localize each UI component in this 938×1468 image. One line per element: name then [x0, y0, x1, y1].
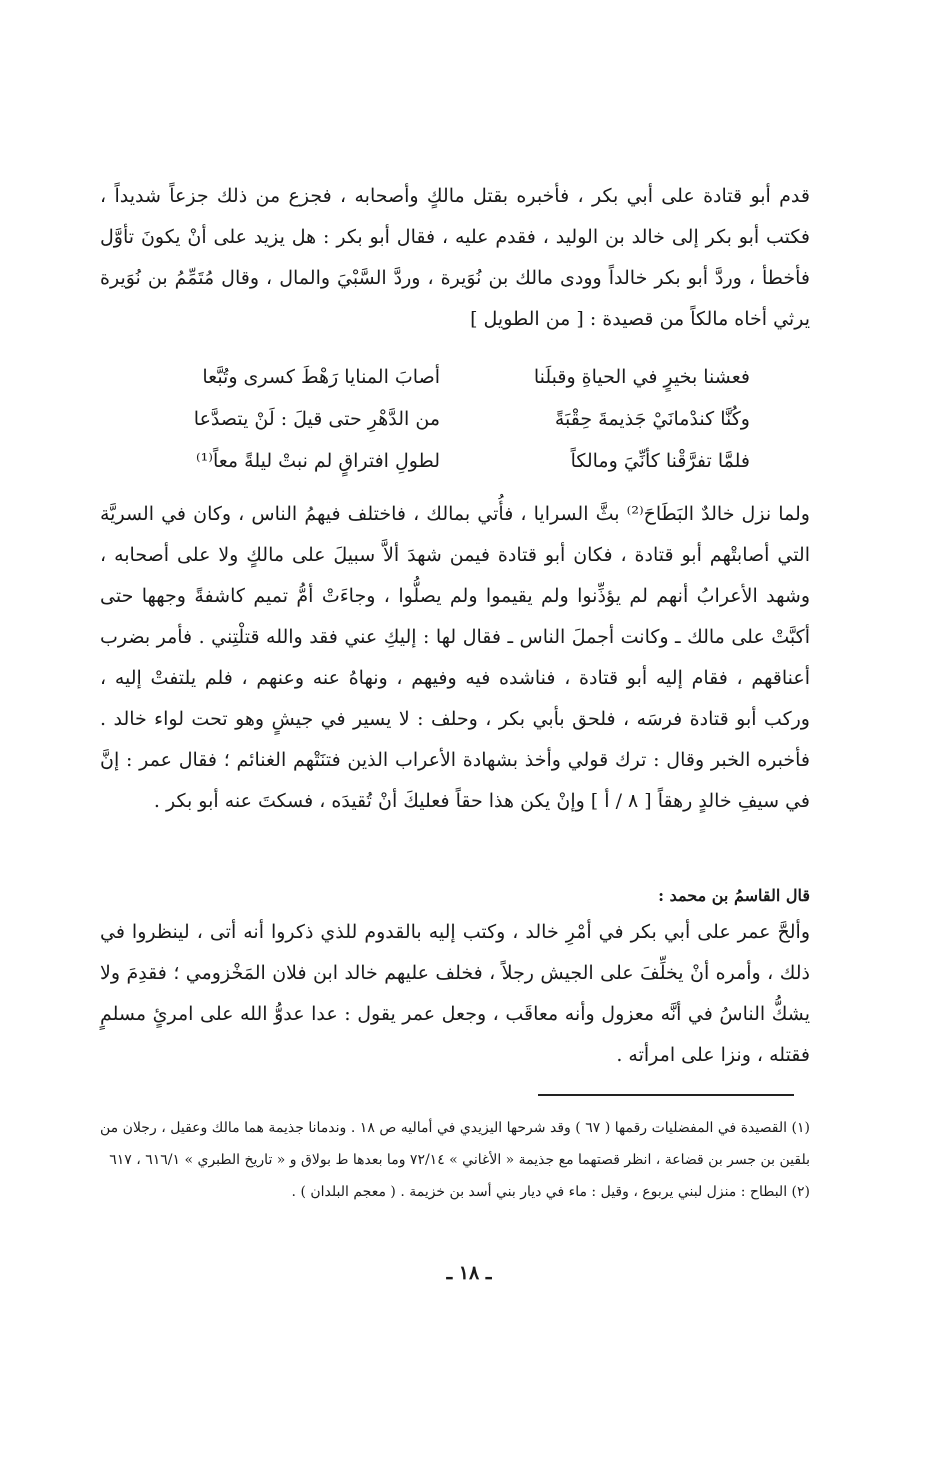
footnote-divider — [538, 1094, 794, 1096]
paragraph-2-text: ولما نزل خالدٌ البَطَاحَ⁽²⁾ بثَّ السرايا ، فأُتي بمالك ، فاختلف فيهمُ الناس ، وكان في السريَّة التي أصابتْهم أبو قتادة ، فكان أبو قتادة فيمن شهدَ ألاَّ سبيلَ على مالكٍ ولا على أصحابه ، وشهد الأعرابُ أنهم لم يؤذِّنوا ولم يقيموا ولم يصلُّوا ، وجاءَتْ أمُّ تميم كاشفةً وجهها حتى أكبَّتْ على مالك ـ وكانت أجملَ الناس ـ فقال لها : إليكِ عني فقد والله قتلْتِني . فأمر بضرب أعناقهم ، فقام إليه أبو قتادة ، فناشده فيه وفيهم ، ونهاهُ عنه وعنهم ، فلم يلتفتْ إليه ، وركب أبو قتادة فرسَه ، فلحق بأبي بكر ، وحلف : لا يسير في جيشٍ وهو تحت لواء خالد . فأخبره الخبر وقال : ترك قولي وأخذ بشهادة الأعراب الذين فتنَتْهم الغنائم ؛ فقال عمر : إنَّ في سيفِ خالدٍ رهقاً [ ٨ / أ ] وإنْ يكن هذا حقاً فعليكَ أنْ تُقيدَه ، فسكتَ عنه أبو بكر . — [100, 503, 810, 812]
paragraph-3 — [100, 912, 810, 1076]
paragraph-1 — [100, 176, 810, 340]
verse-second-hemistich: من الدَّهْرِ حتى قيلَ : لَنْ يتصدَّعا — [193, 408, 440, 430]
verse-first-hemistich: فعشنا بخيرٍ في الحياةِ وقبلَنا — [533, 366, 750, 388]
paragraph-2 — [100, 494, 810, 822]
footnote-1: (١) القصيدة في المفضليات رقمها ( ٦٧ ) وقد شرحها اليزيدي في أماليه ص ١٨ . وندمانا جذيمة هما مالك وعقيل ، رجلان من بلقين بن جسر بن قضاعة ، انظر قصتهما مع جذيمة « الأغاني » ٧٢/١٤ وما بعدها ط بولاق و « تاريخ الطبري » ٦١٦/١ ، ٦١٧ — [100, 1120, 810, 1168]
verse-second-hemistich: أصابَ المنايا رَهْطَ كسرى وتُبَّعا — [202, 366, 440, 388]
verse-first-hemistich: وكُنَّا كندْمانَيْ جَذيمةَ حِقْبَةً — [554, 408, 750, 430]
page-number: ـ ١٨ ـ — [446, 1262, 492, 1284]
footnote-2: (٢) البطاح : منزل لبني يربوع ، وقيل : ماء في ديار بني أسد بن خزيمة . ( معجم البلدان ) . — [291, 1184, 810, 1200]
poem — [150, 356, 750, 482]
poem-verse — [150, 356, 750, 398]
verse-first-hemistich: فلمَّا تفرَّقْنا كأنِّيَ ومالكاً — [570, 450, 750, 472]
verse-second-hemistich: لطولِ افتراقٍ لم نبتْ ليلةً معاً⁽¹⁾ — [196, 450, 440, 472]
section-heading: قال القاسمُ بن محمد : — [658, 886, 810, 905]
paragraph-1-text: قدم أبو قتادة على أبي بكر ، فأخبره بقتل مالكٍ وأصحابه ، فجزع من ذلك جزعاً شديداً ، فكتب أبو بكر إلى خالد بن الوليد ، فقدم عليه ، فقال أبو بكر : هل يزيد على أنْ يكونَ تأوَّل فأخطأ ، وردَّ أبو بكر خالداً وودى مالك بن نُوَيرة ، وردَّ السَّبْيَ والمال ، وقال مُتَمِّمُ بن نُوَيرة يرثي أخاه مالكاً من قصيدة : [ من الطويل ] — [100, 185, 810, 330]
poem-verse — [150, 440, 750, 482]
poem-verse — [150, 398, 750, 440]
footnotes — [100, 1112, 810, 1208]
paragraph-3-text: وألحَّ عمر على أبي بكر في أمْرِ خالد ، وكتب إليه بالقدوم للذي ذكروا أنه أتى ، لينظروا في ذلك ، وأمره أنْ يخلِّفَ على الجيش رجلاً ، فخلف عليهم خالد ابن فلان المَخْزومي ؛ فقدِمَ ولا يشكُّ الناسُ في أنَّه معزول وأنه معاقَب ، وجعل عمر يقول : عدا عدوُّ الله على امرئٍ مسلمٍ فقتله ، ونزا على امرأته . — [100, 921, 810, 1066]
